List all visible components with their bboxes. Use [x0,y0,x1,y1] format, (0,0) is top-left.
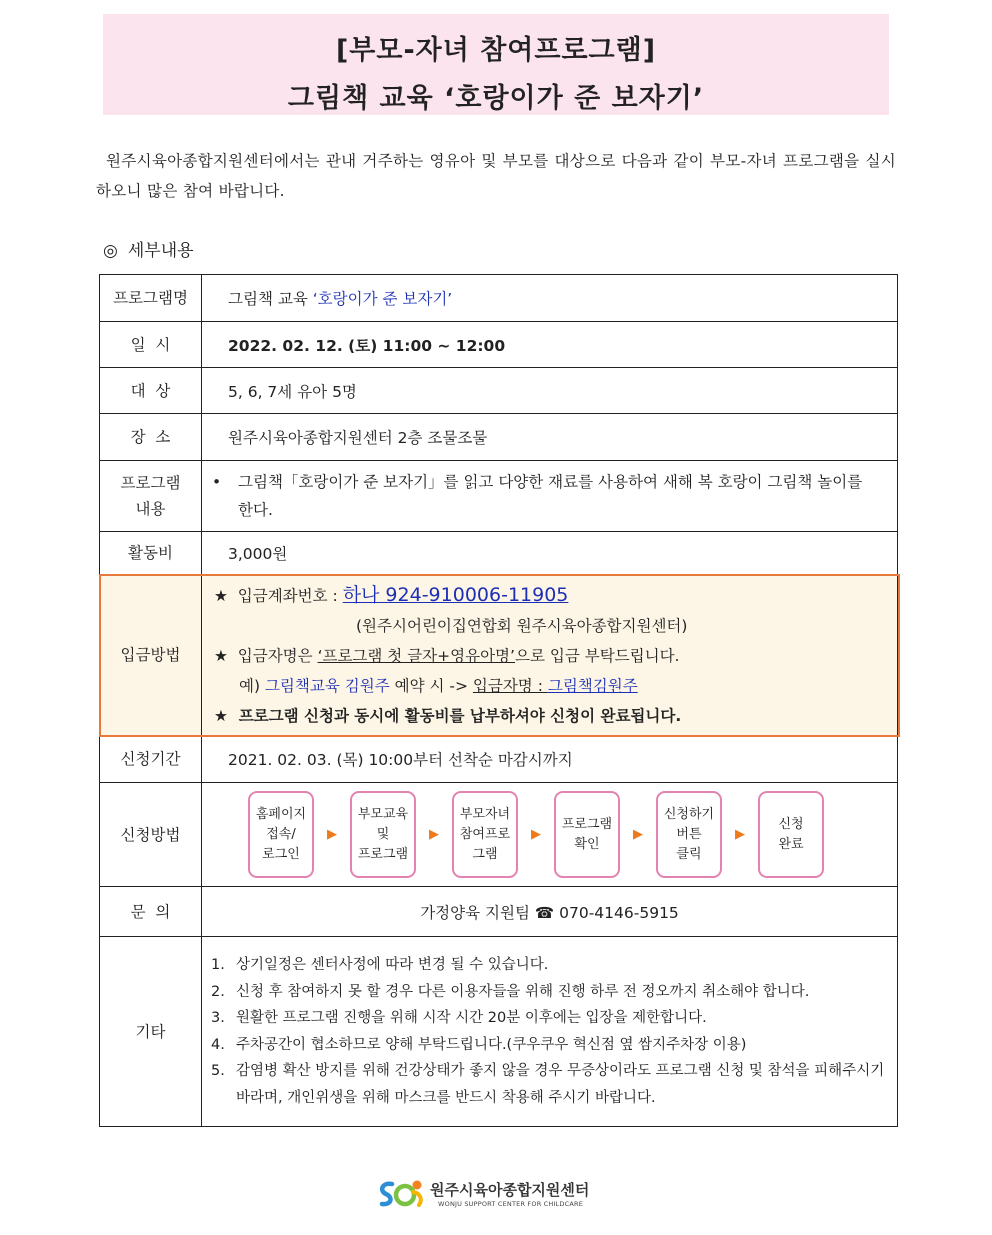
etc-label: 기타 [100,937,202,1127]
row-payment [100,575,898,736]
depositor-suffix: 으로 입금 부탁드립니다. [514,646,680,665]
row-method [100,783,898,887]
step-arrow-icon: ▶ [531,827,541,842]
inquiry-value [202,887,898,937]
title-line-2: 그림책 교육 ‘호랑이가 준 보자기’ [287,83,705,114]
depositor-line [214,641,897,671]
content-label [100,461,202,532]
account-label: 입금계좌번호 : [237,586,343,605]
program-name-prefix: 그림책 교육 [228,290,313,308]
date-value: 2022. 02. 12. (토) 11:00 ~ 12:00 [202,322,898,368]
row-etc [100,937,898,1127]
title-box [103,14,889,115]
fee-label: 활동비 [100,532,202,575]
step-text: 프로그램 [357,846,409,862]
step-arrow-icon: ▶ [633,827,643,842]
example-line [214,671,897,701]
center-logo-icon [376,1177,428,1211]
date-label: 일 시 [100,322,202,368]
content-text: 그림책「호랑이가 준 보자기」를 읽고 다양한 재료를 사용하여 새해 복 호랑이 그림책 놀이를 한다. [238,473,863,519]
example-prefix: 예) [239,676,265,695]
etc-item [211,1032,887,1059]
step-arrow-icon: ▶ [327,827,337,842]
etc-item [211,1058,887,1111]
step-text: 부모자녀 [459,806,511,822]
payment-label: 입금방법 [100,575,202,736]
phone-icon: ☎ [534,903,555,922]
payment-value [202,575,898,736]
row-content [100,461,898,532]
bullet-icon: • [212,473,222,491]
etc-item-number: 1. [211,957,225,973]
method-label: 신청방법 [100,783,202,887]
step-text: 홈페이지 [255,806,307,822]
row-program [100,275,898,322]
etc-item-number: 2. [211,983,225,1000]
example-result-label: 입금자명 : [472,676,548,695]
section-label: 세부내용 [127,241,194,261]
step-box [350,791,416,878]
place-value: 원주시육아종합지원센터 2층 조물조물 [202,414,898,461]
row-date [100,322,898,368]
step-text: 프로그램 [561,816,613,832]
details-table [99,274,898,1127]
period-label: 신청기간 [100,736,202,783]
star-icon: ★ [214,646,228,665]
step-text: 완료 [778,836,804,852]
program-label: 프로그램명 [100,275,202,322]
footer-org-name-en: WONJU SUPPORT CENTER FOR CHILDCARE [438,1200,584,1208]
step-text: 신청 [778,816,804,832]
step-box [452,791,518,878]
etc-item-text: 신청 후 참여하지 못 할 경우 다른 이용자들을 위해 진행 하루 전 정오까지 취소해야 합니다. [236,983,810,1000]
step-box [248,791,314,878]
step-text: 접속/ [266,826,296,842]
etc-item-number: 4. [211,1036,225,1053]
step-box [554,791,620,878]
etc-item-text: 원활한 프로그램 진행을 위해 시작 시간 20분 이후에는 입장을 제한합니다. [236,1010,707,1026]
step-text: 확인 [574,836,600,852]
row-fee [100,532,898,575]
step-text: 로그인 [262,846,300,862]
target-value: 5, 6, 7세 유아 5명 [202,368,898,414]
notice-line [214,701,897,731]
etc-item [211,952,887,979]
depositor-format: ‘프로그램 첫 글자+영유아명’ [317,646,515,665]
payment-notice: 프로그램 신청과 동시에 활동비를 납부하셔야 신청이 완료됩니다. [238,706,682,725]
method-value [202,783,898,887]
content-label-line-2: 내용 [135,500,166,518]
place-label: 장 소 [100,414,202,461]
program-value [202,275,898,322]
step-arrow-icon: ▶ [735,827,745,842]
content-value [202,461,898,532]
step-box [758,791,824,878]
section-heading [103,236,194,261]
step-arrow-icon: ▶ [429,827,439,842]
application-steps [202,791,897,878]
period-value: 2021. 02. 03. (목) 10:00부터 선착순 마감시까지 [202,736,898,783]
row-place [100,414,898,461]
example-mid: 예약 시 -> [389,676,473,695]
account-number: 하나 924-910006-11905 [342,583,569,606]
etc-item-number: 3. [211,1010,225,1026]
footer-org-name: 원주시육아종합지원센터 [430,1181,590,1199]
step-text: 클릭 [676,846,702,862]
example-name: 그림책교육 김원주 [264,676,390,695]
double-circle-icon: ◎ [103,241,118,261]
inquiry-team: 가정양육 지원팀 [420,903,530,922]
footer-logo [376,1175,616,1215]
content-label-line-1: 프로그램 [120,474,181,492]
etc-list [202,952,897,1111]
account-holder: (원주시어린이집연합회 원주시육아종합지원센터) [356,616,688,635]
title-line-1: [부모-자녀 참여프로그램] [335,35,657,66]
row-period [100,736,898,783]
inquiry-phone: 070-4146-5915 [559,903,679,922]
intro-paragraph: 원주시육아종합지원센터에서는 관내 거주하는 영유아 및 부모를 대상으로 다음과 같이 부모-자녀 프로그램을 실시하오니 많은 참여 바랍니다. [96,152,896,200]
step-text: 신청하기 [663,806,715,822]
step-text: 참여프로 [459,826,511,842]
etc-item-text: 주차공간이 협소하므로 양해 부탁드립니다.(쿠우쿠우 혁신점 옆 쌈지주차장 이용) [236,1036,747,1053]
example-result-value: 그림책김원주 [547,676,638,695]
step-text: 버튼 [676,826,702,842]
step-box [656,791,722,878]
fee-value: 3,000원 [202,532,898,575]
etc-item-text: 상기일정은 센터사정에 따라 변경 될 수 있습니다. [236,957,549,973]
target-label: 대 상 [100,368,202,414]
inquiry-label: 문 의 [100,887,202,937]
step-text: 부모교육 [357,806,409,822]
etc-item-number: 5. [211,1063,225,1079]
step-text: 및 [376,826,390,842]
etc-value [202,937,898,1127]
program-name-highlight: ‘호랑이가 준 보자기’ [312,290,453,308]
etc-item [211,979,887,1006]
etc-item [211,1005,887,1032]
step-text: 그램 [472,846,498,862]
depositor-prefix: 입금자명은 [237,646,318,665]
star-icon: ★ [214,706,228,725]
account-line [214,580,897,611]
star-icon: ★ [214,586,228,605]
row-inquiry [100,887,898,937]
etc-item-text: 감염병 확산 방지를 위해 건강상태가 좋지 않을 경우 무증상이라도 프로그램 신청 및 참석을 피해주시기 바라며, 개인위생을 위해 마스크를 반드시 착용해 주시기 바랍니다. [236,1063,885,1106]
row-target [100,368,898,414]
